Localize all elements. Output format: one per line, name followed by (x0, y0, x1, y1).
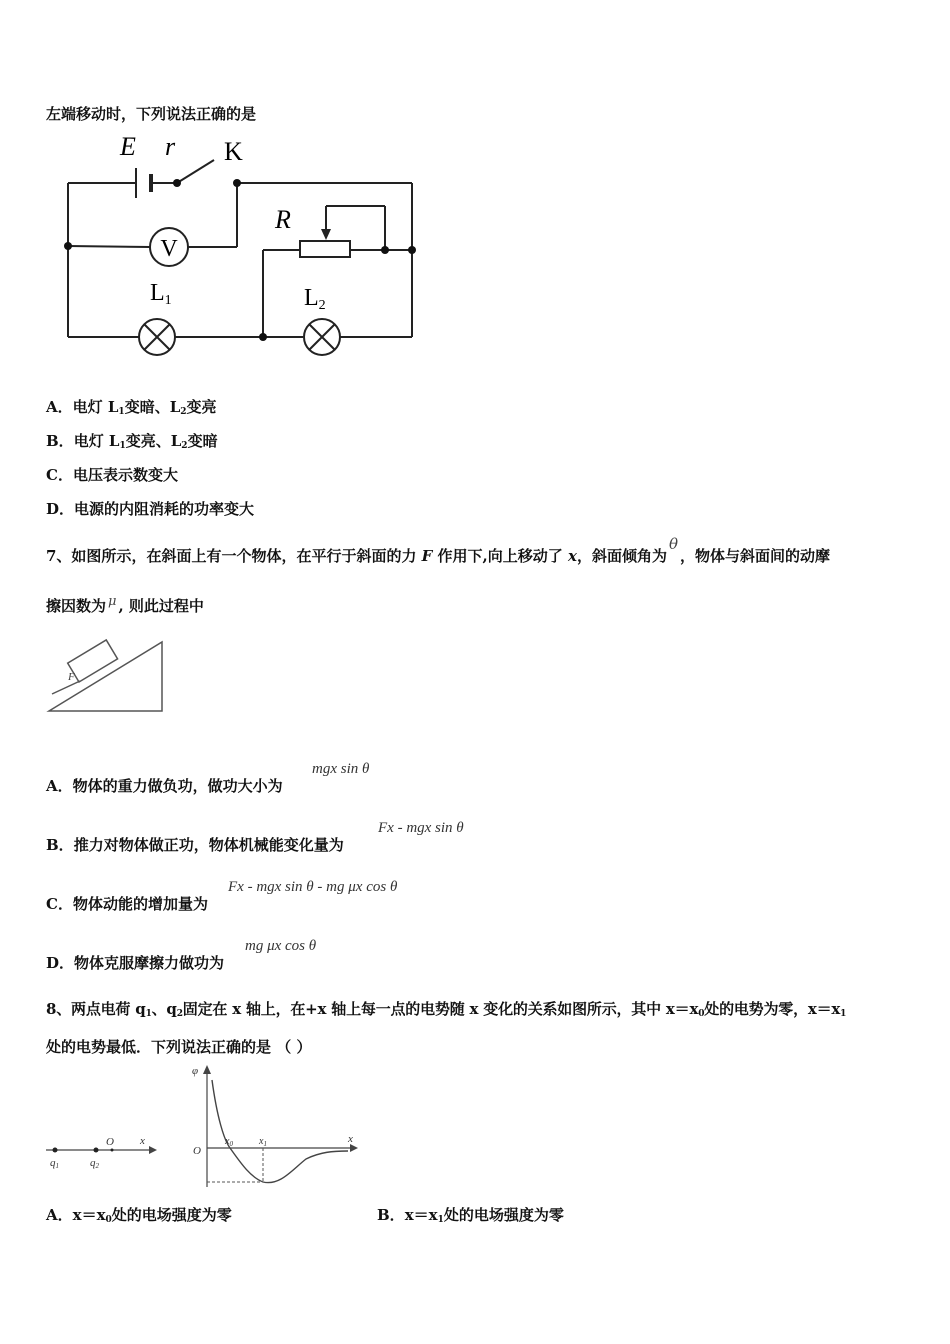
q7-option-a: A．物体的重力做负功，做功大小为 (46, 777, 283, 795)
graph-origin-label: O (193, 1145, 201, 1157)
force-label: F (68, 671, 75, 683)
theta-symbol: θ (668, 535, 678, 553)
q8-stem-line2: 处的电势最低．下列说法正确的是 （ ） (46, 1038, 312, 1056)
x0-label: $x_0$ (225, 1136, 233, 1148)
q6-option-d: D．电源的内阻消耗的功率变大 (46, 500, 255, 518)
q7-option-d-formula: mg μx cos θ (245, 938, 317, 954)
potential-graph (188, 1062, 363, 1192)
incline-figure (44, 636, 169, 716)
lamp-l2 (304, 319, 340, 355)
q7-option-b-formula: Fx - mgx sin θ (378, 820, 464, 836)
origin-label: O (106, 1136, 114, 1148)
q7-option-c: C．物体动能的增加量为 (46, 895, 208, 913)
q7-option-c-formula: Fx - mgx sin θ - mg μx cos θ (228, 879, 398, 895)
q8-stem-line1: 8、两点电荷 $q_1$、$q_2$固定在 x 轴上，在+x 轴上每一点的电势随 x 变化的关系如图所示，其中 $x=x_0$处的电势为零，$x=x_1$ (46, 1000, 847, 1019)
label-e: E (120, 132, 136, 161)
q7-option-a-formula: mgx sin θ (312, 761, 370, 777)
label-k: K (224, 137, 243, 166)
charges-axis-figure (44, 1130, 159, 1170)
label-big-r: R (275, 205, 291, 234)
q7-stem-line2: 擦因数为 μ , 则此过程中 (46, 594, 204, 615)
lamp-l1 (139, 319, 175, 355)
voltmeter-label: V (160, 236, 178, 262)
q7-stem-line1: 7、如图所示，在斜面上有一个物体，在平行于斜面的力 F 作用下,向上移动了 x，斜面倾角为θ，物体与斜面间的动摩 (46, 535, 831, 565)
q6-option-c: C．电压表示数变大 (46, 466, 178, 484)
q8-option-a: A．$x=x_0$处的电场强度为零 (46, 1206, 232, 1225)
mu-symbol: μ (108, 594, 117, 609)
phi-label: φ (192, 1065, 199, 1077)
x1-label: $x_1$ (259, 1136, 267, 1148)
q1-label: q1 (50, 1157, 59, 1170)
q6-option-b: B．电灯 $L_1$变亮、$L_2$变暗 (46, 432, 218, 451)
label-l2: L2 (304, 285, 326, 313)
q2-label: q2 (90, 1157, 99, 1170)
q7-option-b: B．推力对物体做正功，物体机械能变化量为 (46, 836, 344, 854)
label-l1: L1 (150, 280, 172, 308)
x-axis-label: x (140, 1135, 145, 1147)
question-continuation: 左端移动时，下列说法正确的是 (46, 105, 257, 123)
graph-x-axis-label: x (348, 1133, 353, 1145)
q8-option-b: B．$x=x_1$处的电场强度为零 (377, 1206, 564, 1225)
label-r: r (165, 132, 176, 161)
q6-option-a: A．电灯 $L_1$变暗、$L_2$变亮 (46, 398, 217, 417)
q7-option-d: D．物体克服摩擦力做功为 (46, 954, 225, 972)
circuit-diagram (50, 130, 440, 370)
